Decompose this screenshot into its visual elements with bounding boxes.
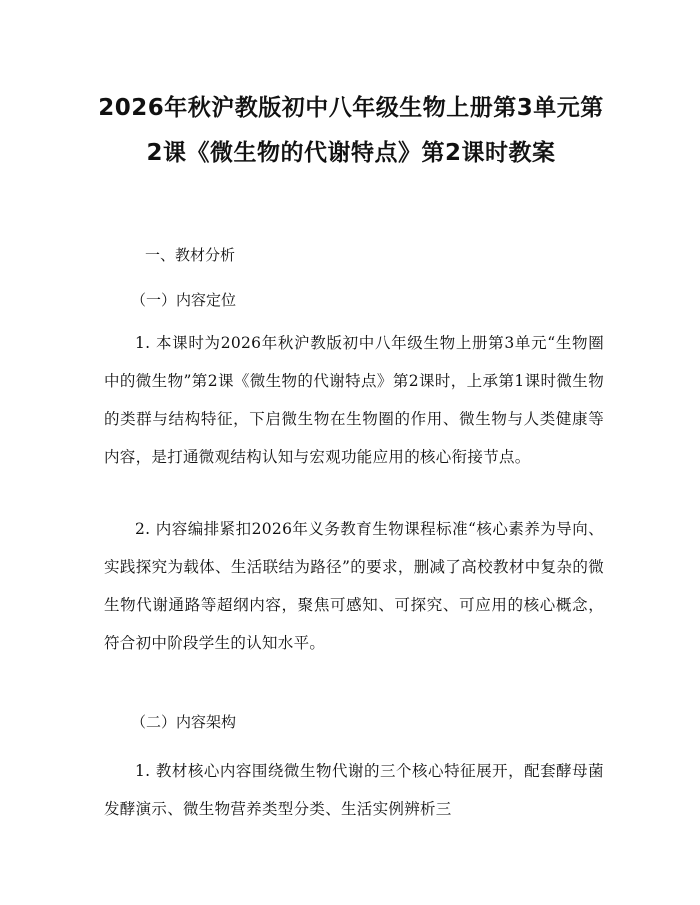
subsection-heading-content-positioning: （一）内容定位: [131, 291, 237, 309]
paragraph-content-positioning-2: 2. 内容编排紧扣2026年义务教育生物课程标准“核心素养为导向、实践探究为载体、生活联结为路径”的要求，删减了高校教材中复杂的微生物代谢通路等超纲内容，聚焦可感知、可探究、可应用的核心概念，符合初中阶段学生的认知水平。: [104, 520, 604, 652]
paragraph-content-positioning-1: 1. 本课时为2026年秋沪教版初中八年级生物上册第3单元“生物圈中的微生物”第2课《微生物的代谢特点》第2课时，上承第1课时微生物的类群与结构特征，下启微生物在生物圈的作用、微生物与人类健康等内容，是打通微观结构认知与宏观功能应用的核心衔接节点。: [104, 334, 604, 466]
section-heading-textbook-analysis: 一、教材分析: [145, 246, 236, 264]
document-title: 2026年秋沪教版初中八年级生物上册第3单元第2课《微生物的代谢特点》第2课时教案: [98, 95, 604, 166]
paragraph-content-structure-1: 1. 教材核心内容围绕微生物代谢的三个核心特征展开，配套酵母菌发酵演示、微生物营养类型分类、生活实例辨析三: [104, 762, 604, 818]
subsection-heading-content-structure: （二）内容架构: [131, 713, 237, 731]
